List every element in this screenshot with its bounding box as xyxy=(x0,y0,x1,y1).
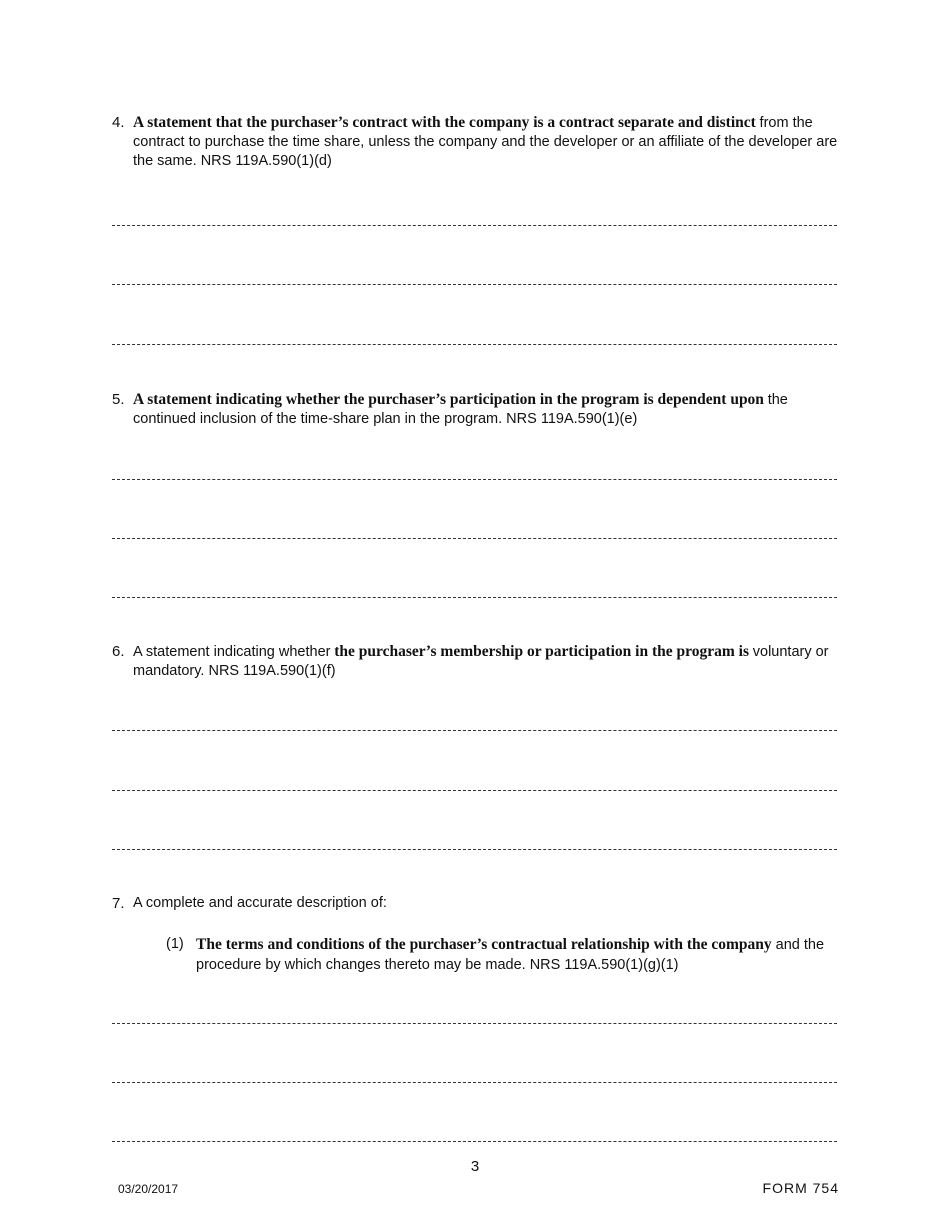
form-id: FORM 754 xyxy=(762,1180,839,1196)
answer-line[interactable] xyxy=(112,225,837,226)
answer-line[interactable] xyxy=(112,730,837,731)
answer-line[interactable] xyxy=(112,344,837,345)
sub-item-text xyxy=(196,935,846,975)
item-number: 6. xyxy=(112,643,125,660)
item-number: 7. xyxy=(112,895,125,912)
item-bold-text: the purchaser’s membership or participation in the program is xyxy=(334,643,749,660)
answer-line[interactable] xyxy=(112,790,837,791)
answer-line[interactable] xyxy=(112,284,837,285)
sub-item-regular-text: and the procedure by which changes thereto may be made. NRS 119A.590(1)(g)(1) xyxy=(196,937,825,973)
item-text xyxy=(133,113,842,171)
item-number: 4. xyxy=(112,114,125,131)
item-regular-text: from the contract to purchase the time share, unless the company and the developer or an affiliate of the developer are the same. NRS 119A.590(1)(d) xyxy=(133,115,838,169)
item-5 xyxy=(112,390,842,429)
page-number: 3 xyxy=(470,1158,480,1175)
footer-date: 03/20/2017 xyxy=(118,1182,179,1196)
item-4 xyxy=(112,113,842,171)
sub-item-bold-text: The terms and conditions of the purchaser’s contractual relationship with the company xyxy=(196,936,772,953)
item-bold-text: A statement indicating whether the purchaser’s participation in the program is dependent upon xyxy=(133,391,764,408)
item-text xyxy=(133,642,842,681)
answer-line[interactable] xyxy=(112,1023,837,1024)
answer-line[interactable] xyxy=(112,479,837,480)
item-regular-text: voluntary or mandatory. NRS 119A.590(1)(f) xyxy=(133,644,829,679)
item-text xyxy=(133,390,842,429)
item-6 xyxy=(112,642,842,681)
sub-item-number: (1) xyxy=(166,936,184,952)
item-bold-text: A statement that the purchaser’s contract with the company is a contract separate and distinct xyxy=(133,114,756,131)
item-regular-lead: A statement indicating whether xyxy=(133,644,331,660)
item-regular-text: A complete and accurate description of: xyxy=(133,895,387,911)
item-7 xyxy=(112,894,842,913)
answer-line[interactable] xyxy=(112,538,837,539)
answer-line[interactable] xyxy=(112,1141,837,1142)
answer-line[interactable] xyxy=(112,849,837,850)
answer-line[interactable] xyxy=(112,597,837,598)
item-text xyxy=(133,894,842,913)
answer-line[interactable] xyxy=(112,1082,837,1083)
item-regular-text: the continued inclusion of the time-share plan in the program. NRS 119A.590(1)(e) xyxy=(133,392,788,427)
item-number: 5. xyxy=(112,391,125,408)
sub-item-1 xyxy=(166,935,846,975)
